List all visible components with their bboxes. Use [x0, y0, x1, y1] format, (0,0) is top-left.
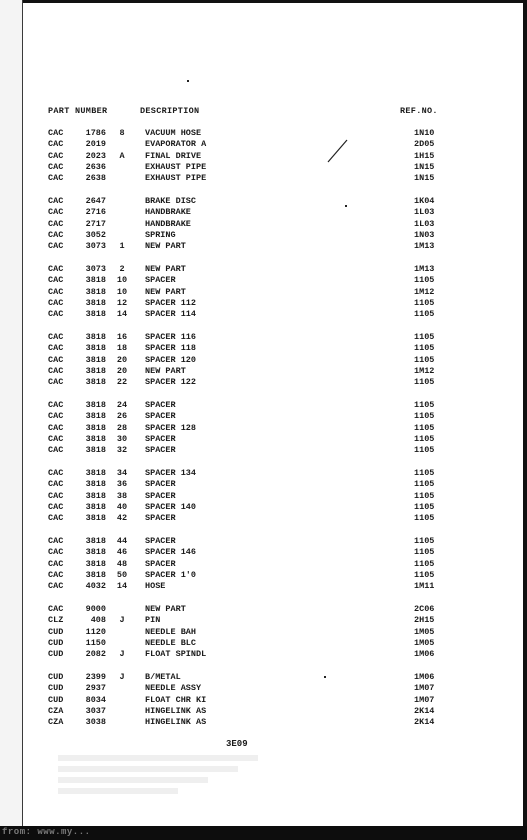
part-prefix: CAC: [48, 196, 64, 206]
part-ref-no: 1105: [414, 445, 435, 456]
part-ref-no: 1105: [414, 490, 435, 501]
part-row: [0, 400, 527, 411]
part-row: [0, 264, 527, 275]
part-prefix: CAC: [48, 558, 64, 569]
part-ref-no: 1M13: [414, 241, 435, 252]
part-row: [0, 162, 527, 173]
part-prefix: CUD: [48, 672, 64, 682]
part-suffix: 44: [116, 536, 128, 546]
part-suffix: 10: [116, 286, 128, 297]
part-ref-no: 1105: [414, 569, 435, 580]
part-number: 3073: [85, 241, 106, 252]
part-ref-no: 1105: [414, 513, 435, 524]
part-row: [0, 638, 527, 649]
part-row: [0, 343, 527, 354]
part-description: SPACER: [145, 445, 176, 456]
part-number: 3818: [85, 558, 106, 569]
part-row: [0, 717, 527, 728]
part-ref-no: 1105: [414, 422, 435, 433]
part-ref-no: 1M12: [414, 286, 435, 297]
part-prefix: CAC: [48, 173, 64, 184]
part-prefix: CAC: [48, 241, 64, 252]
part-row: [0, 502, 527, 513]
part-number: 2023: [85, 150, 106, 161]
part-prefix: CAC: [48, 275, 64, 286]
part-ref-no: 1105: [414, 433, 435, 444]
part-suffix: 34: [116, 468, 128, 478]
part-prefix: CAC: [48, 309, 64, 320]
part-prefix: CUD: [48, 626, 64, 637]
part-ref-no: 1105: [414, 501, 435, 512]
part-ref-no: 1N15: [414, 161, 435, 172]
part-row: [0, 604, 527, 615]
part-row: [0, 241, 527, 252]
part-prefix: CAC: [48, 604, 64, 614]
part-description: HINGELINK AS: [145, 717, 207, 728]
part-ref-no: 1L03: [414, 207, 435, 218]
part-ref-no: 2K14: [414, 705, 435, 716]
part-number: 3818: [85, 377, 106, 388]
part-ref-no: 1105: [414, 536, 435, 546]
part-row: [0, 151, 527, 162]
part-description: NEEDLE ВАН: [145, 626, 197, 637]
part-row: [0, 207, 527, 218]
part-row: [0, 445, 527, 456]
part-description: NEW PART: [145, 286, 186, 297]
part-row: [0, 423, 527, 434]
part-description: SPACER 118: [145, 343, 197, 354]
part-ref-no: 1M05: [414, 626, 435, 637]
part-row: [0, 275, 527, 286]
part-row: [0, 513, 527, 524]
part-number: 3037: [85, 705, 106, 716]
part-number: 3818: [85, 343, 106, 354]
part-suffix: 16: [116, 332, 128, 342]
part-ref-no: 2C06: [414, 604, 435, 614]
part-description: NEEDLE ASSY: [145, 683, 202, 694]
part-description: SPACER: [145, 536, 176, 546]
part-number: 2638: [85, 173, 106, 184]
part-row: [0, 139, 527, 150]
part-prefix: CAC: [48, 490, 64, 501]
part-prefix: CUD: [48, 694, 64, 705]
part-suffix: 38: [116, 490, 128, 501]
part-number: 3818: [85, 354, 106, 365]
part-ref-no: 1M13: [414, 264, 435, 274]
part-number: 4032: [85, 581, 106, 592]
part-ref-no: 1M12: [414, 365, 435, 376]
part-number: 3818: [85, 309, 106, 320]
part-prefix: CAC: [48, 218, 64, 229]
part-prefix: CAC: [48, 150, 64, 161]
part-ref-no: 1105: [414, 558, 435, 569]
part-number: 3073: [85, 264, 106, 274]
part-ref-no: 2H15: [414, 615, 435, 626]
part-prefix: CAC: [48, 479, 64, 490]
part-ref-no: 1105: [414, 400, 435, 410]
part-number: 3818: [85, 332, 106, 342]
part-ref-no: 1105: [414, 468, 435, 478]
part-number: 1150: [85, 637, 106, 648]
part-description: SPACER 114: [145, 309, 197, 320]
part-description: NEW PART: [145, 604, 186, 614]
part-prefix: CAC: [48, 229, 64, 240]
part-suffix: 20: [116, 365, 128, 376]
part-ref-no: 1105: [414, 332, 435, 342]
part-prefix: CAC: [48, 354, 64, 365]
part-row: [0, 366, 527, 377]
part-suffix: 2: [119, 264, 125, 274]
part-row: [0, 332, 527, 343]
part-description: NEEDLE BLC: [145, 637, 197, 648]
part-suffix: 1: [119, 241, 125, 252]
part-row: [0, 173, 527, 184]
part-row: [0, 377, 527, 388]
part-suffix: 40: [116, 501, 128, 512]
part-row: [0, 649, 527, 660]
part-description: HANDBRAKE: [145, 207, 191, 218]
part-ref-no: 1N15: [414, 173, 435, 184]
part-ref-no: 1105: [414, 354, 435, 365]
part-ref-no: 1105: [414, 297, 435, 308]
part-number: 3818: [85, 297, 106, 308]
part-number: 3818: [85, 422, 106, 433]
part-number: 8034: [85, 694, 106, 705]
column-header-row: [0, 106, 527, 118]
part-description: SPACER: [145, 433, 176, 444]
part-number: 3818: [85, 275, 106, 286]
part-row: [0, 287, 527, 298]
part-row: [0, 298, 527, 309]
part-ref-no: 1105: [414, 343, 435, 354]
part-ref-no: 1105: [414, 275, 435, 286]
part-row: [0, 128, 527, 139]
part-number: 3818: [85, 445, 106, 456]
part-prefix: CAC: [48, 569, 64, 580]
part-number: 3818: [85, 501, 106, 512]
part-prefix: CUD: [48, 637, 64, 648]
page-number: 3E09: [226, 739, 248, 749]
part-number: 2937: [85, 683, 106, 694]
part-ref-no: 1M07: [414, 683, 435, 694]
part-number: 3818: [85, 411, 106, 422]
part-prefix: CAC: [48, 286, 64, 297]
header-description: DESCRIPTION: [140, 106, 200, 116]
part-description: SPACER 1'0: [145, 569, 197, 580]
part-ref-no: 1M06: [414, 649, 435, 660]
part-prefix: CZA: [48, 717, 64, 728]
part-description: SPACER 122: [145, 377, 197, 388]
part-number: 3818: [85, 536, 106, 546]
part-prefix: CAC: [48, 536, 64, 546]
part-number: 408: [90, 615, 106, 626]
part-number: 3038: [85, 717, 106, 728]
part-description: SPACER: [145, 411, 176, 422]
part-suffix: 24: [116, 400, 128, 410]
part-suffix: 8: [119, 128, 125, 138]
part-description: SPRING: [145, 229, 176, 240]
part-ref-no: 1M07: [414, 694, 435, 705]
part-ref-no: 1105: [414, 479, 435, 490]
part-number: 3818: [85, 490, 106, 501]
part-suffix: 28: [116, 422, 128, 433]
part-number: 3818: [85, 479, 106, 490]
part-row: [0, 559, 527, 570]
scan-top-edge: [0, 0, 527, 3]
part-description: EXHAUST PIPE: [145, 161, 207, 172]
part-prefix: CAC: [48, 422, 64, 433]
part-suffix: 18: [116, 343, 128, 354]
part-row: [0, 695, 527, 706]
part-prefix: CAC: [48, 264, 64, 274]
part-description: SPACER 128: [145, 422, 197, 433]
part-description: BRAKE DISC: [145, 196, 197, 206]
part-suffix: 46: [116, 547, 128, 558]
part-prefix: CAC: [48, 377, 64, 388]
part-number: 3818: [85, 513, 106, 524]
part-row: [0, 683, 527, 694]
part-suffix: 42: [116, 513, 128, 524]
part-row: [0, 570, 527, 581]
part-ref-no: 2K14: [414, 717, 435, 728]
part-suffix: 32: [116, 445, 128, 456]
part-number: 3818: [85, 286, 106, 297]
part-prefix: CAC: [48, 581, 64, 592]
part-ref-no: 1M06: [414, 672, 435, 682]
part-description: SPACER: [145, 400, 176, 410]
part-description: NEW PART: [145, 365, 186, 376]
part-prefix: CAC: [48, 400, 64, 410]
part-ref-no: 1105: [414, 547, 435, 558]
part-ref-no: 1M11: [414, 581, 435, 592]
part-description: FINAL DRIVE: [145, 150, 202, 161]
part-suffix: 48: [116, 558, 128, 569]
part-number: 3818: [85, 433, 106, 444]
part-number: 9000: [85, 604, 106, 614]
part-prefix: CAC: [48, 297, 64, 308]
part-description: SPACER: [145, 558, 176, 569]
part-number: 1786: [85, 128, 106, 138]
part-prefix: CAC: [48, 547, 64, 558]
part-row: [0, 479, 527, 490]
part-description: EVAPORATOR A: [145, 139, 207, 150]
part-ref-no: 1K04: [414, 196, 435, 206]
part-number: 1120: [85, 626, 106, 637]
part-suffix: 20: [116, 354, 128, 365]
part-description: SPACER 120: [145, 354, 197, 365]
part-prefix: CZA: [48, 705, 64, 716]
scan-bottom-band: [0, 826, 527, 840]
part-description: FLOAT CHR KI: [145, 694, 207, 705]
part-description: HINGELINK AS: [145, 705, 207, 716]
part-prefix: CAC: [48, 343, 64, 354]
part-number: 2647: [85, 196, 106, 206]
part-row: [0, 536, 527, 547]
part-suffix: 22: [116, 377, 128, 388]
part-prefix: CUD: [48, 649, 64, 660]
part-prefix: CAC: [48, 445, 64, 456]
part-description: HANDBRAKE: [145, 218, 191, 229]
part-ref-no: 1105: [414, 309, 435, 320]
part-description: SPACER 116: [145, 332, 197, 342]
part-description: NEW PART: [145, 264, 186, 274]
part-prefix: CAC: [48, 433, 64, 444]
part-row: [0, 196, 527, 207]
part-suffix: 10: [116, 275, 128, 286]
part-prefix: CAC: [48, 161, 64, 172]
part-description: EXHAUST PIPE: [145, 173, 207, 184]
part-number: 2019: [85, 139, 106, 150]
part-row: [0, 615, 527, 626]
part-row: [0, 309, 527, 320]
part-number: 2636: [85, 161, 106, 172]
part-row: [0, 547, 527, 558]
part-number: 3818: [85, 468, 106, 478]
part-ref-no: 1H15: [414, 150, 435, 161]
part-description: HOSE: [145, 581, 166, 592]
part-prefix: CUD: [48, 683, 64, 694]
part-row: [0, 581, 527, 592]
part-suffix: 50: [116, 569, 128, 580]
part-row: [0, 434, 527, 445]
part-ref-no: 2D05: [414, 139, 435, 150]
footer-partial-text: from: www.my...: [2, 827, 91, 837]
speck: [187, 80, 189, 82]
part-row: [0, 672, 527, 683]
part-row: [0, 230, 527, 241]
part-ref-no: 1105: [414, 377, 435, 388]
part-prefix: CAC: [48, 128, 64, 138]
part-number: 3052: [85, 229, 106, 240]
part-number: 2399: [85, 672, 106, 682]
part-ref-no: 1L03: [414, 218, 435, 229]
part-description: FLOAT SPINDL: [145, 649, 207, 660]
part-description: SPACER 140: [145, 501, 197, 512]
part-number: 3818: [85, 547, 106, 558]
part-ref-no: 1N03: [414, 229, 435, 240]
part-row: [0, 491, 527, 502]
part-number: 2082: [85, 649, 106, 660]
part-prefix: CAC: [48, 139, 64, 150]
part-suffix: 12: [116, 297, 128, 308]
part-suffix: J: [119, 649, 125, 660]
part-number: 2717: [85, 218, 106, 229]
part-row: [0, 468, 527, 479]
part-prefix: CAC: [48, 513, 64, 524]
part-ref-no: 1M05: [414, 637, 435, 648]
part-row: [0, 355, 527, 366]
part-description: SPACER 112: [145, 297, 197, 308]
part-suffix: 14: [116, 309, 128, 320]
header-part-number: PART NUMBER: [48, 106, 108, 116]
part-description: SPACER: [145, 490, 176, 501]
part-number: 3818: [85, 569, 106, 580]
part-suffix: 14: [116, 581, 128, 592]
part-description: SPACER: [145, 479, 176, 490]
part-description: VACUUM HOSE: [145, 128, 202, 138]
part-prefix: CAC: [48, 332, 64, 342]
part-description: SPACER 146: [145, 547, 197, 558]
part-number: 2716: [85, 207, 106, 218]
header-ref-no: REF.NO.: [400, 106, 438, 116]
part-prefix: CAC: [48, 468, 64, 478]
part-row: [0, 627, 527, 638]
part-row: [0, 219, 527, 230]
part-suffix: 36: [116, 479, 128, 490]
part-number: 3818: [85, 365, 106, 376]
part-ref-no: 1105: [414, 411, 435, 422]
part-prefix: CAC: [48, 365, 64, 376]
part-prefix: CLZ: [48, 615, 64, 626]
part-row: [0, 706, 527, 717]
part-description: SPACER: [145, 513, 176, 524]
part-ref-no: 1N10: [414, 128, 435, 138]
part-description: PIN: [145, 615, 161, 626]
part-description: B/METAL: [145, 672, 181, 682]
part-description: SPACER: [145, 275, 176, 286]
part-suffix: 30: [116, 433, 128, 444]
part-suffix: 26: [116, 411, 128, 422]
part-row: [0, 411, 527, 422]
part-number: 3818: [85, 400, 106, 410]
part-prefix: CAC: [48, 501, 64, 512]
part-suffix: J: [119, 672, 125, 682]
part-suffix: J: [119, 615, 125, 626]
part-description: NEW PART: [145, 241, 186, 252]
part-suffix: A: [119, 150, 125, 161]
part-prefix: CAC: [48, 411, 64, 422]
part-description: SPACER 134: [145, 468, 197, 478]
part-prefix: CAC: [48, 207, 64, 218]
